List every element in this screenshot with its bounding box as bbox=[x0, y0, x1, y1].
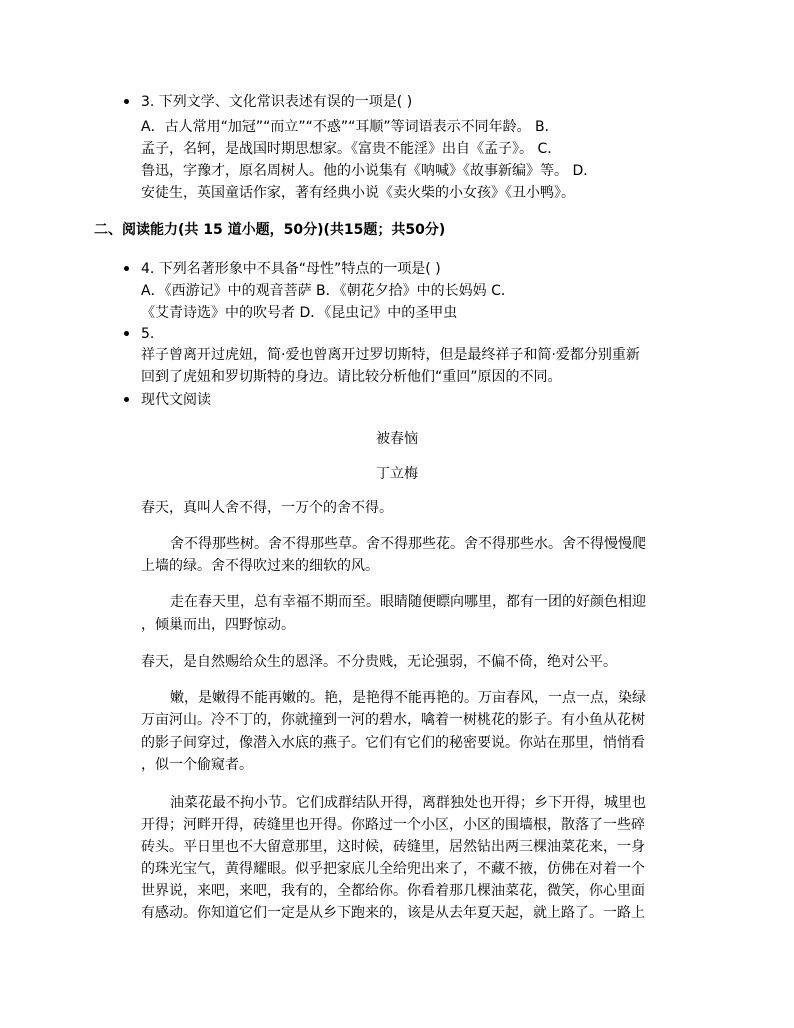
q4-line-1: A．《西游记》中的观音菩萨 B．《朝花夕拾》中的长妈妈 C． bbox=[141, 283, 515, 299]
para-4-line-1: 春天，是自然赐给众生的恩泽。不分贵贱，无论强弱，不偏不倚，绝对公平。 bbox=[141, 654, 617, 670]
q3-stem: 3. 下列文学、文化常识表述有误的一项是( ) bbox=[141, 94, 413, 110]
q3-line-2: 孟子，名轲，是战国时期思想家。《富贵不能淫》出自《孟子》。 C． bbox=[141, 141, 562, 157]
para-2-line-2: 上墙的绿。舍不得吹过来的细软的风。 bbox=[141, 558, 379, 574]
para-5-line-4: ，似一个偷窥者。 bbox=[141, 757, 253, 773]
q4-line-2: 《艾青诗选》中的吹号者 D．《昆虫记》中的圣甲虫 bbox=[141, 305, 458, 321]
para-5-line-2: 万亩河山。冷不丁的，你就撞到一河的碧水，噙着一树桃花的影子。有小鱼从花树 bbox=[141, 712, 645, 728]
para-2-line-1: 舍不得那些树。舍不得那些草。舍不得那些花。舍不得那些水。舍不得慢慢爬 bbox=[170, 536, 646, 552]
bullet-q5 bbox=[124, 331, 129, 336]
para-1-line-1: 春天，真叫人舍不得，一万个的舍不得。 bbox=[141, 500, 393, 516]
section-title: 二、阅读能力(共 15 道小题，50分)(共15题；共50分) bbox=[94, 222, 446, 238]
para-6-line-5: 世界说，来吧，来吧，我有的，全都给你。你看着那几棵油菜花，微笑，你心里面 bbox=[141, 883, 645, 899]
para-5-line-3: 的影子间穿过，像潜入水底的燕子。它们有它们的秘密要说。你站在那里，悄悄看 bbox=[141, 735, 645, 751]
q4-stem: 4. 下列名著形象中不具备“母性”特点的一项是( ) bbox=[141, 261, 441, 277]
reading-label: 现代文阅读 bbox=[141, 392, 211, 408]
article-title: 被春恼 bbox=[376, 431, 418, 447]
article-author: 丁立梅 bbox=[376, 466, 418, 482]
para-6-line-2: 开得；河畔开得，砖缝里也开得。你路过一个小区，小区的围墙根，散落了一些碎 bbox=[141, 817, 645, 833]
para-5-line-1: 嫩，是嫩得不能再嫩的。艳，是艳得不能再艳的。万亩春风，一点一点，染绿 bbox=[170, 690, 646, 706]
q3-line-3: 鲁迅，字豫才，原名周树人。他的小说集有《呐喊》《故事新编》等。 D． bbox=[141, 163, 598, 179]
bullet-q4 bbox=[124, 266, 129, 271]
q5-number: 5. bbox=[141, 326, 155, 342]
para-6-line-3: 砖头。平日里也不大留意那里，这时候，砖缝里，居然钻出两三棵油菜花来，一身 bbox=[141, 839, 645, 855]
para-6-line-1: 油菜花最不拘小节。它们成群结队开得，离群独处也开得；乡下开得，城里也 bbox=[170, 795, 646, 811]
q3-line-4: 安徒生，英国童话作家，著有经典小说《卖火柴的小女孩》《丑小鸭》。 bbox=[141, 185, 575, 201]
para-6-line-6: 有感动。你知道它们一定是从乡下跑来的，该是从去年夏天起，就上路了。一路上 bbox=[141, 905, 645, 921]
bullet-q3 bbox=[124, 99, 129, 104]
para-6-line-4: 的珠光宝气，黄得耀眼。似乎把家底儿全给兜出来了，不藏不掖，仿佛在对着一个 bbox=[141, 861, 645, 877]
q5-line-2: 回到了虎妞和罗切斯特的身边。请比较分析他们“重回”原因的不同。 bbox=[141, 369, 562, 385]
q5-line-1: 祥子曾离开过虎妞，简·爱也曾离开过罗切斯特，但是最终祥子和简·爱都分别重新 bbox=[141, 347, 640, 363]
q3-line-1: A．古人常用“加冠”“而立”“不惑”“耳顺”等词语表示不同年龄。 B． bbox=[141, 119, 559, 135]
para-3-line-1: 走在春天里，总有幸福不期而至。眼睛随便瞟向哪里，都有一团的好颜色相迎 bbox=[170, 594, 646, 610]
bullet-reading bbox=[124, 397, 129, 402]
para-3-line-2: ，倾巢而出，四野惊动。 bbox=[141, 617, 295, 633]
